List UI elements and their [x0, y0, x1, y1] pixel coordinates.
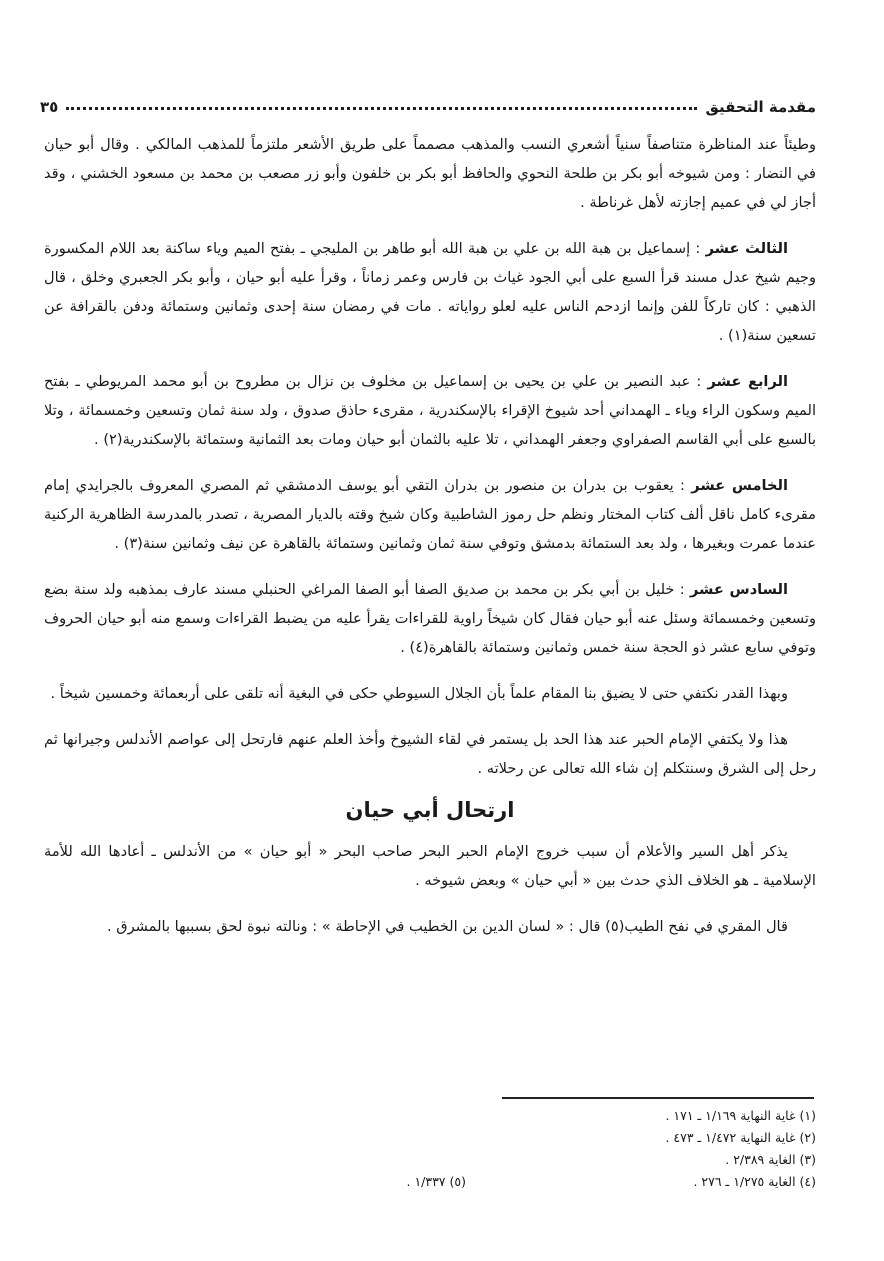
- paragraph-text: : إسماعيل بن هبة الله بن علي بن هبة الله أبو طاهر بن المليجي ـ بفتح الميم وياء ساكنة بعد اللام المكسورة وجيم شيخ عدل مسند قرأ السبع على أبي الجود غياث بن فارس وعمر زماناً ، وقرأ عليه أبو حيان ، وأبو بكر الجعبري وخلق ، قال الذهبي : كان تاركاً للفن وإنما ازدحم الناس عليه لعلو رواياته . مات في رمضان سنة إحدى وثمانين وستمائة ودفن بالقرافة عن تسعين سنة(١) .: [44, 240, 816, 344]
- section-paragraph: [44, 837, 816, 895]
- footnote-row: [40, 1127, 816, 1149]
- footnote-divider: [502, 1097, 814, 1099]
- paragraph-teacher-14: [44, 367, 816, 454]
- paragraph-teacher-16: [44, 575, 816, 662]
- footnote: (١) غاية النهاية ١/١٦٩ ـ ١٧١ .: [665, 1108, 816, 1123]
- footnotes: [40, 1105, 816, 1193]
- header-dot-leader: [66, 107, 697, 110]
- paragraph-text: هذا ولا يكتفي الإمام الحبر عند هذا الحد بل يستمر في لقاء الشيوخ وأخذ العلم عنهم فارتحل إلى عواصم الأندلس وجيرانها ثم رحل إلى الشرق وسنتكلم إن شاء الله تعالى عن رحلاته .: [44, 731, 816, 777]
- paragraph-lead: الثالث عشر: [705, 240, 788, 257]
- paragraph-teacher-13: [44, 234, 816, 350]
- paragraph-travels-intro: [44, 725, 816, 783]
- footnote: (٤) الغاية ١/٢٧٥ ـ ٢٧٦ .: [693, 1174, 816, 1189]
- section-heading: ارتحال أبي حيان: [345, 798, 515, 822]
- main-text: [44, 130, 816, 941]
- header-title: مقدمة التحقيق: [705, 98, 816, 116]
- paragraph-teacher-15: [44, 471, 816, 558]
- paragraph-lead: الرابع عشر: [707, 373, 788, 390]
- page-number: ٣٥: [40, 98, 59, 116]
- paragraph-text: : يعقوب بن بدران بن منصور بن بدران التقي أبو يوسف الدمشقي ثم المصري المعروف بالجرايدي إمام مقرىء كامل ناقل ألف كتاب المختار ونظم حل رموز الشاطبية وكان شيخ وقته بالديار المصرية ، تصدر بالمدرسة الظاهرية الركنية عندما عمرت وبغيرها ، ولد بعد الستمائة بدمشق وتوفي سنة ثمان وثمانين وستمائة بالقاهرة عن نيف وثمانين سنة(٣) .: [44, 477, 816, 552]
- footnote: (٣) الغاية ٢/٣٨٩ .: [725, 1152, 816, 1167]
- footnote-row: [40, 1171, 816, 1193]
- paragraph-intro: [44, 130, 816, 217]
- running-header: [40, 88, 816, 116]
- paragraph-text: وطيئاً عند المناظرة متناصفاً سنياً أشعري النسب والمذهب مصمماً على طريق الأشعر ملتزماً للمذهب المالكي . وقال أبو حيان في النضار : ومن شيوخه أبو بكر بن طلحة النحوي والحافظ أبو بكر بن خلفون وأبو زر مصعب بن محمد بن مسعود الخشني ، وقد أجاز لي في عميم إجازته لأهل غرناطة .: [44, 136, 816, 211]
- paragraph-conclusion: [44, 679, 816, 708]
- paragraph-text: قال المقري في نفح الطيب(٥) قال : « لسان الدين بن الخطيب في الإحاطة » : ونالته نبوة لحق بسببها بالمشرق .: [106, 918, 788, 935]
- paragraph-text: وبهذا القدر نكتفي حتى لا يضيق بنا المقام علماً بأن الجلال السيوطي حكى في البغية أنه تلقى على أربعمائة وخمسين شيخاً .: [50, 685, 788, 702]
- paragraph-text: يذكر أهل السير والأعلام أن سبب خروج الإمام الحبر البحر صاحب البحر « أبو حيان » من الأندلس ـ أعادها الله للأمة الإسلامية ـ هو الخلاف الذي حدث بين « أبي حيان » وبعض شيوخه .: [44, 843, 816, 889]
- footnote-row: [40, 1105, 816, 1127]
- section-paragraph: [44, 912, 816, 941]
- paragraph-text: : عبد النصير بن علي بن يحيى بن إسماعيل بن مخلوف بن نزال بن مطروح بن أبو محمد المريوطي ـ بفتح الميم وسكون الراء وياء ـ الهمداني أحد شيوخ الإقراء بالإسكندرية ، مقرىء حاذق صدوق ، ولد سنة ثمان وتسعين وخمسمائة ، وتلا بالسبع على أبي القاسم الصفراوي وجعفر الهمداني ، تلا عليه بالثمان أبو حيان ومات بعد الثمانية وستمائة بالإسكندرية(٢) .: [44, 373, 816, 448]
- paragraph-lead: السادس عشر: [689, 581, 788, 598]
- paragraph-lead: الخامس عشر: [691, 477, 789, 494]
- footnote: (٢) غاية النهاية ١/٤٧٢ ـ ٤٧٣ .: [665, 1130, 816, 1145]
- paragraph-text: : خليل بن أبي بكر بن محمد بن صديق الصفا أبو الصفا المراغي الحنبلي مسند عارف بمذهبه ولد سنة بضع وتسعين وخمسمائة وسئل عنه أبو حيان فقال كان شيخاً راوية للقراءات يقرأ عليه من يضبط القراءات وسمع منه أبو حيان الحروف وتوفي سابع عشر ذو الحجة سنة خمس وثمانين وستمائة بالقاهرة(٤) .: [44, 581, 816, 656]
- footnote-row: [40, 1149, 816, 1171]
- footnote: (٥) ١/٣٣٧ .: [406, 1174, 466, 1189]
